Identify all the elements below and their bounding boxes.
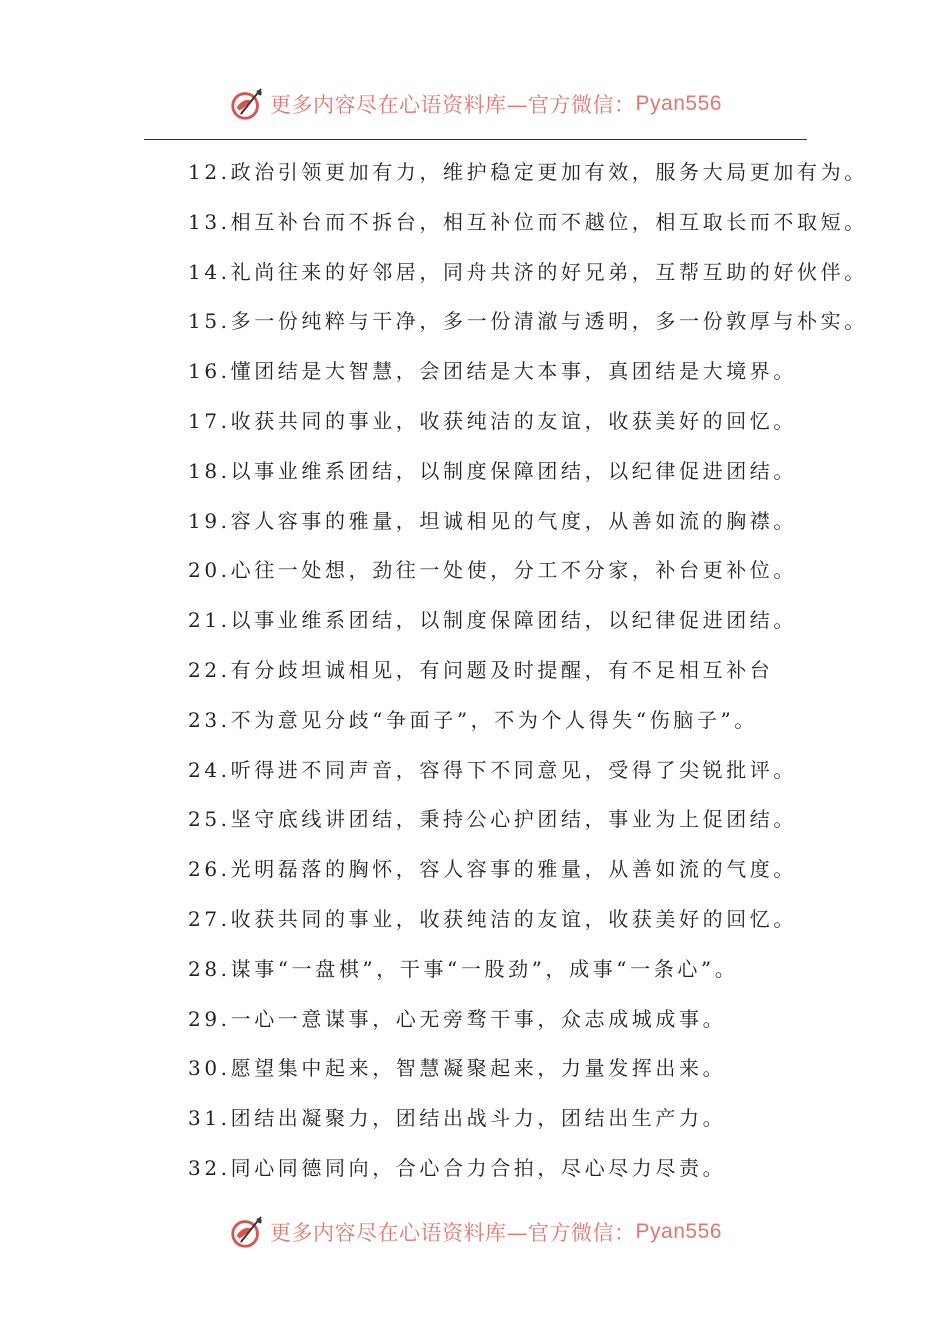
slogan-line: 12.政治引领更加有力，维护稳定更加有效，服务大局更加有为。	[188, 160, 868, 184]
slogan-line: 19.容人容事的雅量，坦诚相见的气度，从善如流的胸襟。	[188, 508, 798, 533]
slogan-line: 28.谋事“一盘棋”，干事“一股劲”，成事“一条心”。	[188, 956, 739, 981]
slogan-line: 27.收获共同的事业，收获纯洁的友谊，收获美好的回忆。	[188, 906, 798, 931]
slogan-line: 32.同心同德同向，合心合力合拍，尽心尽力尽责。	[188, 1155, 727, 1180]
slogan-line: 25.坚守底线讲团结，秉持公心护团结，事业为上促团结。	[188, 807, 798, 832]
wechat-id: Pyan556	[635, 92, 722, 115]
slogan-line: 14.礼尚往来的好邻居，同舟共济的好兄弟，互帮互助的好伙伴。	[188, 259, 868, 284]
quill-pen-seal-icon	[228, 1213, 266, 1251]
header-divider	[144, 139, 807, 140]
slogan-line: 30.愿望集中起来，智慧凝聚起来，力量发挥出来。	[188, 1056, 727, 1081]
wechat-id: Pyan556	[635, 1220, 722, 1243]
slogan-list	[188, 148, 868, 1194]
slogan-line: 20.心往一处想，劲往一处使，分工不分家，补台更补位。	[188, 558, 798, 583]
slogan-line: 15.多一份纯粹与干净，多一份清澈与透明，多一份敦厚与朴实。	[188, 309, 868, 334]
slogan-line: 26.光明磊落的胸怀，容人容事的雅量，从善如流的气度。	[188, 857, 798, 882]
quill-pen-seal-icon	[228, 85, 266, 123]
slogan-line: 22.有分歧坦诚相见，有问题及时提醒，有不足相互补台	[188, 657, 774, 682]
banner-text: 更多内容尽在心语资料库—官方微信：	[270, 93, 636, 117]
slogan-line: 23.不为意见分歧“争面子”，不为个人得失“伤脑子”。	[188, 707, 758, 732]
slogan-line: 29.一心一意谋事，心无旁骛干事，众志成城成事。	[188, 1006, 727, 1031]
footer-banner	[0, 1210, 950, 1254]
slogan-line: 18.以事业维系团结，以制度保障团结，以纪律促进团结。	[188, 458, 798, 483]
slogan-line: 16.懂团结是大智慧，会团结是大本事，真团结是大境界。	[188, 359, 798, 384]
slogan-line: 21.以事业维系团结，以制度保障团结，以纪律促进团结。	[188, 608, 798, 633]
slogan-line: 17.收获共同的事业，收获纯洁的友谊，收获美好的回忆。	[188, 408, 798, 433]
slogan-line: 24.听得进不同声音，容得下不同意见，受得了尖锐批评。	[188, 757, 798, 782]
banner-text: 更多内容尽在心语资料库—官方微信：	[270, 1221, 636, 1245]
slogan-line: 13.相互补台而不拆台，相互补位而不越位，相互取长而不取短。	[188, 209, 868, 234]
header-banner	[0, 82, 950, 126]
slogan-line: 31.团结出凝聚力，团结出战斗力，团结出生产力。	[188, 1106, 727, 1131]
